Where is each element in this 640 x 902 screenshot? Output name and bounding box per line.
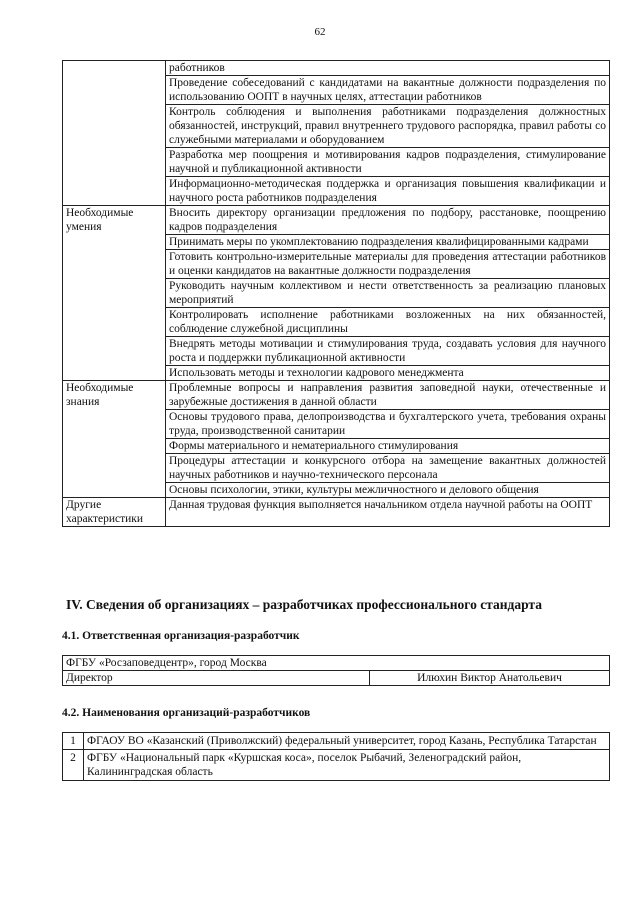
table-cell: Информационно-методическая поддержка и организация повышения квалификации и научного роста работников подразделения: [166, 177, 610, 206]
table-row: [63, 381, 610, 410]
table-row: [63, 733, 610, 750]
table-row: [63, 206, 610, 235]
page-number: 62: [314, 26, 326, 38]
table-cell: Проведение собеседований с кандидатами на вакантные должности подразделения по использованию ООПТ в научных целях, аттестации работников: [166, 76, 610, 105]
table-cell: Разработка мер поощрения и мотивирования кадров подразделения, стимулирование научной и публикационной активности: [166, 148, 610, 177]
row-number: 1: [63, 733, 84, 750]
org-person: Илюхин Виктор Анатольевич: [370, 671, 610, 686]
org-name: ФГБУ «Росзаповедцентр», город Москва: [63, 656, 610, 671]
table-cell: Основы психологии, этики, культуры межличностного и делового общения: [166, 483, 610, 498]
table-cell: Руководить научным коллективом и нести ответственность за реализацию плановых мероприятий: [166, 279, 610, 308]
table-cell: Использовать методы и технологии кадрового менеджмента: [166, 366, 610, 381]
table-cell: Вносить директору организации предложения по подбору, расстановке, поощрению кадров подразделения: [166, 206, 610, 235]
table-row: [63, 498, 610, 527]
table-cell: Проблемные вопросы и направления развития заповедной науки, отечественные и зарубежные достижения в данной области: [166, 381, 610, 410]
developer-name: ФГАОУ ВО «Казанский (Приволжский) федеральный университет, город Казань, Республика Татарстан: [84, 733, 610, 750]
developers-table: [62, 732, 610, 781]
row-number: 2: [63, 750, 84, 781]
row-label-other: Другие характеристики: [63, 498, 166, 527]
labor-function-table: [62, 60, 610, 527]
row-label-skills: Необходимые умения: [63, 206, 166, 381]
table-row: [63, 750, 610, 781]
table-cell: Процедуры аттестации и конкурсного отбора на замещение вакантных должностей научных работников и научно-технического персонала: [166, 454, 610, 483]
responsible-org-table: [62, 655, 610, 686]
table-cell: Готовить контрольно-измерительные материалы для проведения аттестации работников и оценки кандидатов на вакантные должности подразделения: [166, 250, 610, 279]
org-position: Директор: [63, 671, 370, 686]
table-cell: Внедрять методы мотивации и стимулирования труда, создавать условия для научного роста и поддержки публикационной активности: [166, 337, 610, 366]
subsection-title-responsible: 4.1. Ответственная организация-разработчик: [62, 630, 300, 642]
table-cell: Основы трудового права, делопроизводства и бухгалтерского учета, требования охраны труда, производственной санитарии: [166, 410, 610, 439]
table-cell: работников: [166, 61, 610, 76]
table-cell: Данная трудовая функция выполняется начальником отдела научной работы на ООПТ: [166, 498, 610, 527]
table-cell: Формы материального и нематериального стимулирования: [166, 439, 610, 454]
table-row: [63, 671, 610, 686]
table-cell: Контроль соблюдения и выполнения работниками подразделения должностных обязанностей, инструкций, правил внутреннего трудового распорядка, правил работы со служебными материалами и оборудованием: [166, 105, 610, 148]
subsection-title-developers: 4.2. Наименования организаций-разработчиков: [62, 707, 311, 719]
table-cell: Контролировать исполнение работниками возложенных на них обязанностей, соблюдение служебной дисциплины: [166, 308, 610, 337]
row-label-knowledge: Необходимые знания: [63, 381, 166, 498]
table-row: [63, 656, 610, 671]
section-title: IV. Сведения об организациях – разработчиках профессионального стандарта: [66, 597, 542, 612]
row-label: [63, 61, 166, 206]
table-cell: Принимать меры по укомплектованию подразделения квалифицированными кадрами: [166, 235, 610, 250]
table-row: [63, 61, 610, 76]
developer-name: ФГБУ «Национальный парк «Куршская коса», поселок Рыбачий, Зеленоградский район, Калининградская область: [84, 750, 610, 781]
